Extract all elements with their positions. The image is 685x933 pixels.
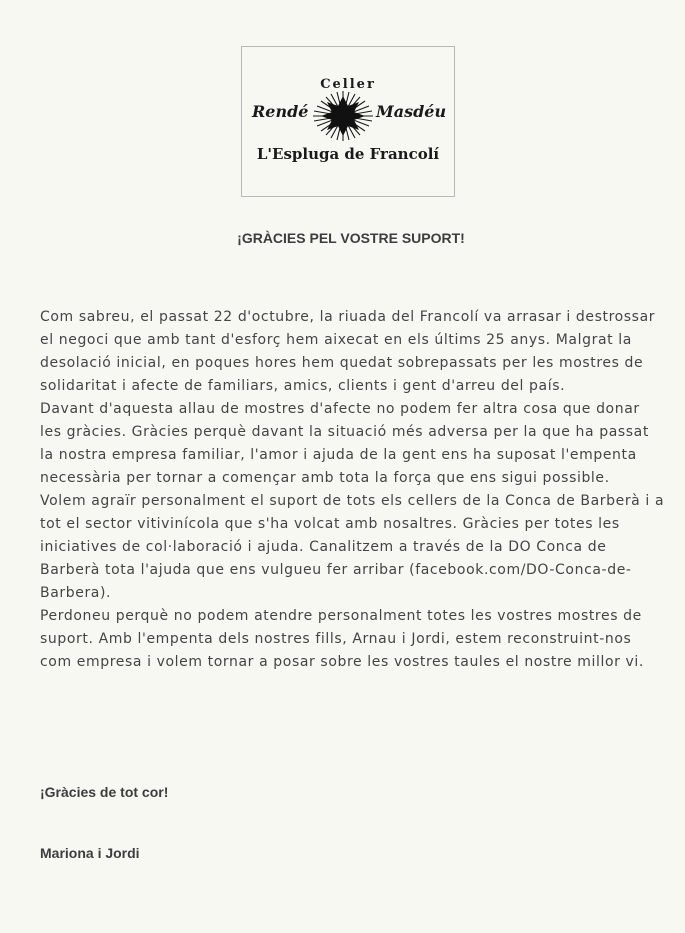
letter-heading: ¡GRÀCIES PEL VOSTRE SUPORT! xyxy=(237,230,465,246)
paragraph: Davant d'aquesta allau de mostres d'afecte no podem fer altra cosa que donar les gràcies. Gràcies perquè davant la situació més adversa per la que ha passat la nostra empresa familiar, l'amor i ajuda de la gent ens ha suposat l'empenta necessària per tornar a començar amb tota la força que ens sigui possible. xyxy=(40,401,649,486)
sun-icon xyxy=(310,90,376,142)
logo-name-left: Rendé xyxy=(252,102,309,121)
paragraph: Com sabreu, el passat 22 d'octubre, la riuada del Francolí va arrasar i destrossar el negoci que amb tant d'esforç hem aixecat en els últims 25 anys. Malgrat la desolació inicial, en poques hores hem quedat sobrepassats per les mostres de solidaritat i afecte de familiars, amics, clients i gent d'arreu del país. xyxy=(40,309,656,394)
logo-town: L'Espluga de Francolí xyxy=(256,145,440,163)
paragraph: Volem agraïr personalment el suport de tots els cellers de la Conca de Barberà i a tot el sector vitivinícola que s'ha volcat amb nosaltres. Gràcies per totes les iniciatives de col·laboració i ajuda. Canalitzem a través de la DO Conca de Barberà tota l'ajuda que ens vulgueu fer arribar (facebook.com/DO-Conca-de-Barbera). xyxy=(40,493,665,601)
winery-logo xyxy=(241,46,455,197)
paragraph: Perdoneu perquè no podem atendre personalment totes les vostres mostres de suport. Amb l'empenta dels nostres fills, Arnau i Jordi, estem reconstruint-nos com empresa i volem tornar a posar sobre les vostres taules el nostre millor vi. xyxy=(40,608,644,670)
logo-celler-text: Celler xyxy=(320,77,376,92)
closing-line: ¡Gràcies de tot cor! xyxy=(40,784,169,800)
logo-name-right: Masdéu xyxy=(376,102,447,121)
signature: Mariona i Jordi xyxy=(40,845,140,861)
letter-body xyxy=(40,306,665,674)
